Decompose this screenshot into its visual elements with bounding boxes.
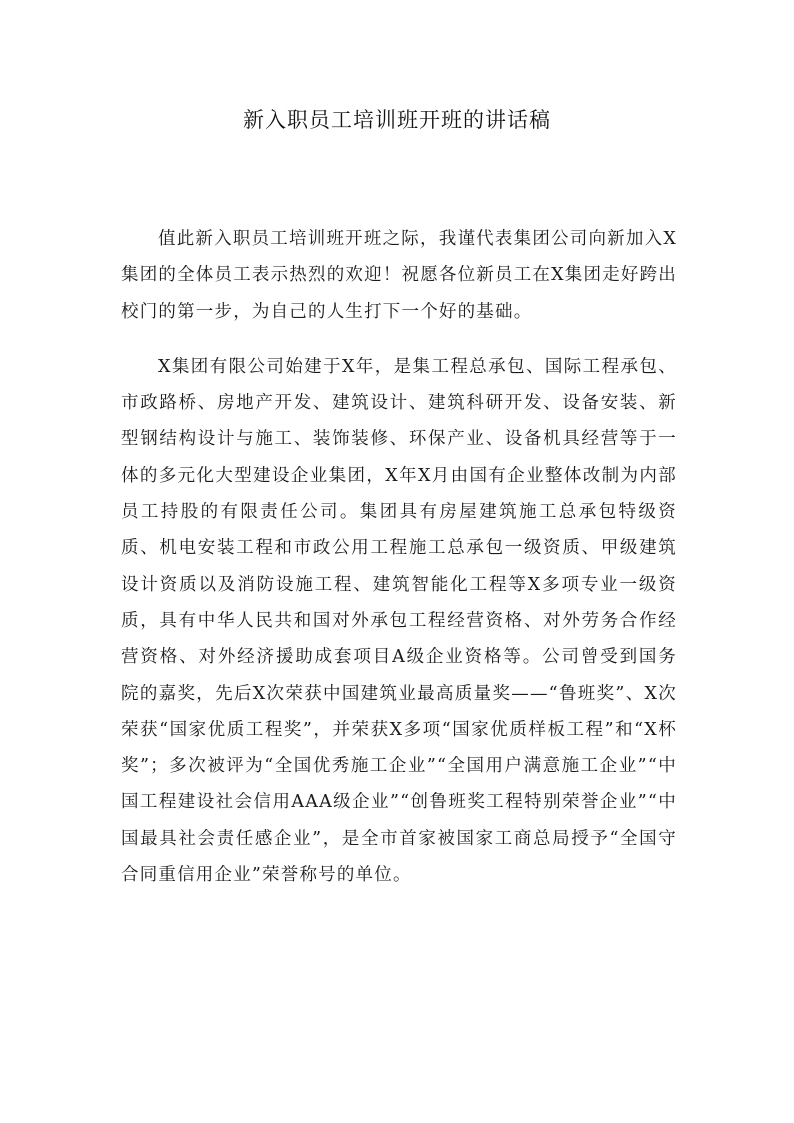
paragraph-welcome: 值此新入职员工培训班开班之际，我谨代表集团公司向新加入X集团的全体员工表示热烈的欢迎！祝愿各位新员工在X集团走好跨出校门的第一步，为自己的人生打下一个好的基础。: [121, 229, 677, 322]
paragraph-company-profile: X集团有限公司始建于X年，是集工程总承包、国际工程承包、市政路桥、房地产开发、建筑设计、建筑科研开发、设备安装、新型钢结构设计与施工、装饰装修、环保产业、设备机具经营等于一体的多元化大型建设企业集团，X年X月由国有企业整体改制为内部员工持股的有限责任公司。集团具有房屋建筑施工总承包特级资质、机电安装工程和市政公用工程施工总承包一级资质、甲级建筑设计资质以及消防设施工程、建筑智能化工程等X多项专业一级资质，具有中华人民共和国对外承包工程经营资格、对外劳务合作经营资格、对外经济援助成套项目A级企业资格等。公司曾受到国务院的嘉奖，先后X次荣获中国建筑业最高质量奖——“鲁班奖”、X次荣获“国家优质工程奖”，并荣获X多项“国家优质样板工程”和“X杯奖”；多次被评为“全国优秀施工企业”“全国用户满意施工企业”“中国工程建设社会信用AAA级企业”“创鲁班奖工程特别荣誉企业”“中国最具社会责任感企业”，是全市首家被国家工商总局授予“全国守合同重信用企业”荣誉称号的单位。: [121, 356, 677, 886]
document-body: [121, 221, 677, 912]
document-title: 新入职员工培训班开班的讲话稿: [243, 108, 551, 132]
